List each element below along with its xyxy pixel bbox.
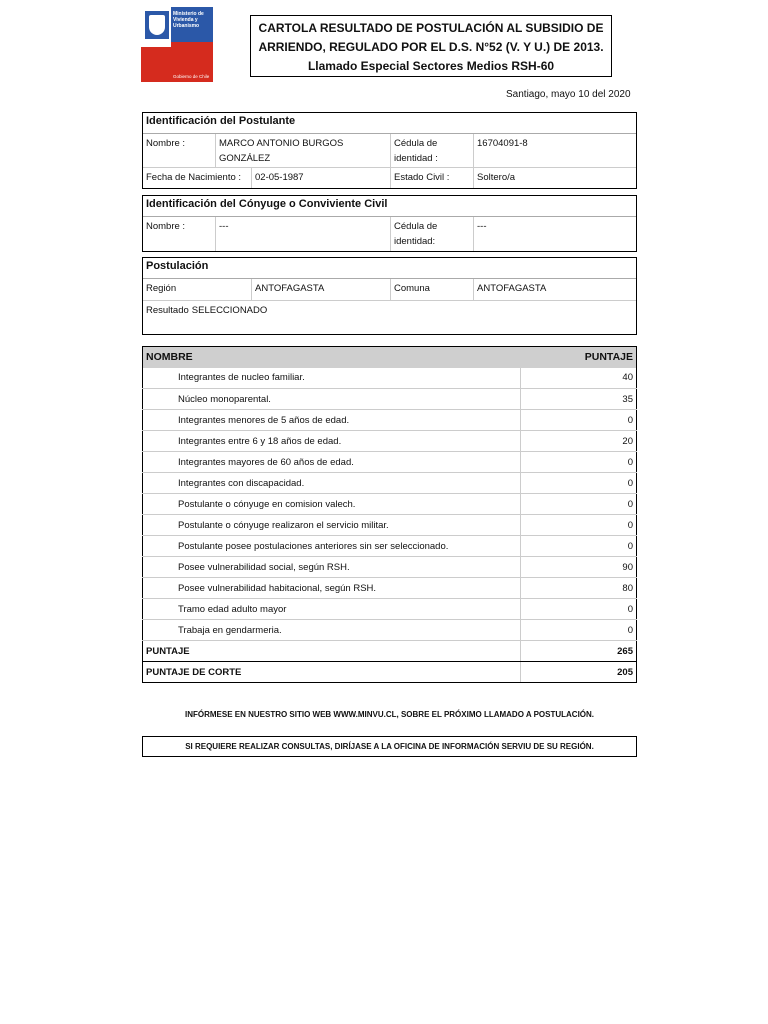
score-item-value: 80: [521, 578, 637, 599]
score-row: [143, 620, 637, 641]
spouse-id-label: Cédula de identidad:: [391, 217, 474, 251]
application-row-result: [143, 301, 636, 320]
score-item-value: 35: [521, 389, 637, 410]
score-row: [143, 599, 637, 620]
score-row: [143, 368, 637, 389]
score-row: [143, 389, 637, 410]
score-item-value: 0: [521, 620, 637, 641]
document-title: [250, 15, 612, 77]
result-value: SELECCIONADO: [191, 305, 268, 316]
score-item-label: Integrantes con discapacidad.: [143, 473, 521, 494]
score-item-value: 0: [521, 473, 637, 494]
score-item-value: 0: [521, 515, 637, 536]
score-item-label: Postulante o cónyuge realizaron el servicio militar.: [143, 515, 521, 536]
spouse-id-value: ---: [477, 221, 487, 232]
score-item-label: Postulante o cónyuge en comision valech.: [143, 494, 521, 515]
region-label: Región: [143, 279, 252, 300]
score-item-label: Integrantes mayores de 60 años de edad.: [143, 452, 521, 473]
score-item-label: Integrantes entre 6 y 18 años de edad.: [143, 431, 521, 452]
score-row: [143, 515, 637, 536]
spouse-name-value: ---: [216, 217, 391, 251]
cutoff-row: [143, 662, 637, 683]
header-score: PUNTAJE: [521, 347, 637, 368]
header-name: NOMBRE: [143, 347, 521, 368]
spouse-section: [142, 195, 637, 252]
logo-ministry-text: Ministerio de Vivienda y Urbanismo: [173, 11, 204, 29]
score-item-value: 0: [521, 452, 637, 473]
comuna-value: ANTOFAGASTA: [477, 283, 547, 294]
score-item-label: Integrantes menores de 5 años de edad.: [143, 410, 521, 431]
score-row: [143, 431, 637, 452]
score-item-value: 90: [521, 557, 637, 578]
applicant-section-title: Identificación del Postulante: [143, 113, 636, 134]
total-label: PUNTAJE: [143, 641, 521, 662]
total-value: 265: [521, 641, 637, 662]
score-item-label: Posee vulnerabilidad habitacional, según RSH.: [143, 578, 521, 599]
applicant-row-birth: [143, 168, 636, 188]
comuna-label: Comuna: [391, 279, 474, 300]
applicant-section: [142, 112, 637, 189]
score-row: [143, 557, 637, 578]
application-section: [142, 257, 637, 335]
spouse-name-label: Nombre :: [143, 217, 216, 251]
title-line-1: CARTOLA RESULTADO DE POSTULACIÓN AL SUBSIDIO DE: [258, 21, 604, 35]
score-item-value: 0: [521, 599, 637, 620]
application-row-location: [143, 279, 636, 301]
score-table: [142, 346, 637, 683]
id-label: Cédula de identidad :: [391, 134, 474, 167]
coat-of-arms-icon: [149, 15, 165, 35]
score-row: [143, 410, 637, 431]
score-item-value: 20: [521, 431, 637, 452]
score-item-label: Integrantes de nucleo familiar.: [143, 368, 521, 389]
score-table-body: [143, 368, 637, 641]
birth-value: 02-05-1987: [252, 168, 391, 188]
score-item-value: 0: [521, 410, 637, 431]
application-section-title: Postulación: [143, 258, 636, 279]
score-row: [143, 536, 637, 557]
website-info: INFÓRMESE EN NUESTRO SITIO WEB WWW.MINVU.CL, SOBRE EL PRÓXIMO LLAMADO A POSTULACIÓN.: [184, 710, 595, 719]
score-item-label: Postulante posee postulaciones anteriores sin ser seleccionado.: [143, 536, 521, 557]
score-item-value: 40: [521, 368, 637, 389]
applicant-row-name: [143, 134, 636, 168]
title-line-3: Llamado Especial Sectores Medios RSH-60: [307, 59, 555, 73]
name-value: MARCO ANTONIO BURGOS GONZÁLEZ: [216, 134, 391, 167]
civil-status-label: Estado Civil :: [391, 168, 474, 188]
cutoff-value: 205: [521, 662, 637, 683]
cutoff-label: PUNTAJE DE CORTE: [143, 662, 521, 683]
consult-info: SI REQUIERE REALIZAR CONSULTAS, DIRÍJASE A LA OFICINA DE INFORMACIÓN SERVIU DE SU REGIÓN.: [142, 736, 637, 757]
score-row: [143, 452, 637, 473]
score-item-value: 0: [521, 494, 637, 515]
civil-status-value: Soltero/a: [477, 172, 516, 183]
score-row: [143, 473, 637, 494]
name-label: Nombre :: [143, 134, 216, 167]
minvu-logo: [141, 7, 213, 82]
logo-government-text: Gobierno de Chile: [173, 74, 210, 79]
region-value: ANTOFAGASTA: [252, 279, 391, 300]
score-item-label: Posee vulnerabilidad social, según RSH.: [143, 557, 521, 578]
total-row: [143, 641, 637, 662]
score-item-value: 0: [521, 536, 637, 557]
result-label: Resultado: [146, 305, 189, 316]
score-row: [143, 578, 637, 599]
spouse-section-title: Identificación del Cónyuge o Conviviente Civil: [143, 196, 636, 217]
spouse-row: [143, 217, 636, 251]
birth-label: Fecha de Nacimiento :: [143, 168, 252, 188]
score-item-label: Trabaja en gendarmeria.: [143, 620, 521, 641]
id-value: 16704091-8: [477, 138, 528, 149]
document-date: Santiago, mayo 10 del 2020: [506, 89, 631, 100]
score-item-label: Tramo edad adulto mayor: [143, 599, 521, 620]
score-row: [143, 494, 637, 515]
title-line-2: ARRIENDO, REGULADO POR EL D.S. N°52 (V. Y U.) DE 2013.: [258, 40, 604, 54]
score-table-header: [143, 347, 637, 368]
score-item-label: Núcleo monoparental.: [143, 389, 521, 410]
